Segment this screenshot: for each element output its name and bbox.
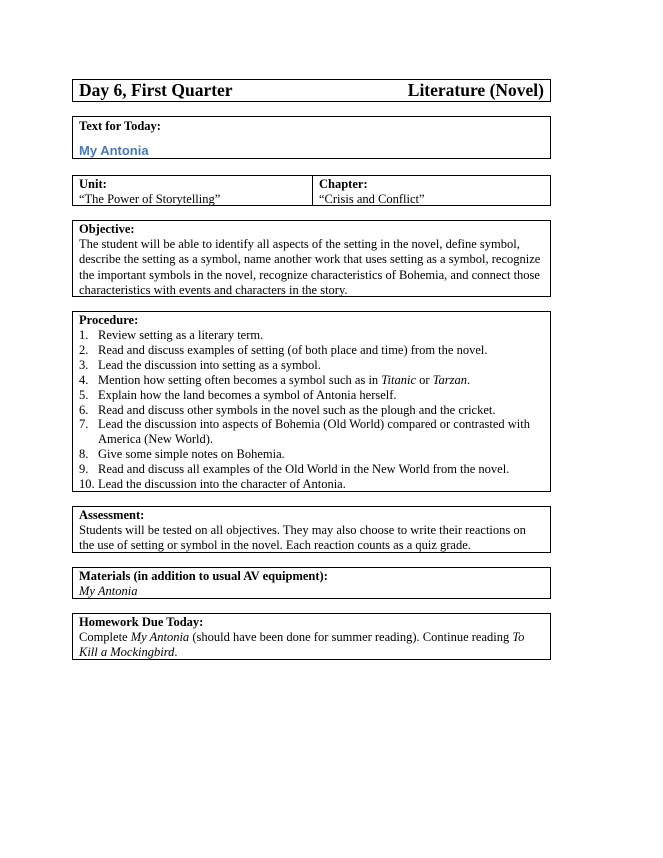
objective-box (72, 220, 551, 297)
mockingbird-title: To Kill a Mockingbird (79, 630, 525, 660)
chapter-value: “Crisis and Conflict” (319, 192, 425, 206)
chapter-label: Chapter: (319, 177, 368, 191)
materials-label: Materials (in addition to usual AV equipment): (79, 569, 328, 583)
day-quarter-title: Day 6, First Quarter (79, 80, 233, 100)
procedure-step: 1. Review setting as a literary term. (79, 328, 264, 342)
chapter-cell (313, 176, 431, 205)
procedure-step: 3. Lead the discussion into setting as a symbol. (79, 357, 321, 372)
homework-box (72, 613, 551, 660)
materials-box (72, 567, 551, 599)
procedure-step: 4. Mention how setting often becomes a symbol such as in Titanic or Tarzan. (79, 372, 471, 387)
procedure-step: 9. Read and discuss all examples of the Old World in the New World from the novel. (79, 462, 510, 477)
homework-label: Homework Due Today: (79, 615, 204, 629)
procedure-step: 6. Read and discuss other symbols in the novel such as the plough and the cricket. (79, 402, 496, 417)
tarzan-title: Tarzan (432, 372, 467, 387)
unit-cell (73, 176, 313, 205)
procedure-step: 10. Lead the discussion into the character of Antonia. (79, 477, 346, 492)
objective-label: Objective: (79, 222, 135, 236)
titanic-title: Titanic (381, 372, 417, 387)
unit-value: “The Power of Storytelling” (79, 192, 221, 206)
text-for-today-label: Text for Today: (79, 119, 161, 133)
subject-title: Literature (Novel) (407, 80, 544, 100)
lesson-header (72, 79, 551, 102)
unit-chapter-row (72, 175, 551, 206)
assessment-text: Students will be tested on all objectives. They may also choose to write their reactions on the use of setting or symbol in the novel. Each reaction counts as a quiz grade. (79, 523, 526, 553)
procedure-label: Procedure: (79, 313, 139, 327)
homework-text: Complete My Antonia (should have been done for summer reading). Continue reading To Kill a Mockingbird. (79, 630, 525, 660)
assessment-label: Assessment: (79, 508, 145, 522)
assessment-box (72, 506, 551, 553)
procedure-step: 5. Explain how the land becomes a symbol of Antonia herself. (79, 387, 397, 402)
unit-label: Unit: (79, 177, 107, 191)
objective-text: The student will be able to identify all aspects of the setting in the novel, define symbol, describe the setting as a symbol, name another work that uses setting as a symbol, recognize the important symbols in the novel, recognize characteristics of Bohemia, and connect those characteristics with events and characters in the story. (79, 237, 541, 298)
procedure-step: 7. Lead the discussion into aspects of Bohemia (Old World) compared or contrasted with America (New World). (79, 417, 530, 447)
novel-title: My Antonia (79, 143, 149, 158)
procedure-step: 2. Read and discuss examples of setting (of both place and time) from the novel. (79, 342, 488, 357)
materials-value: My Antonia (79, 584, 138, 598)
text-for-today-box (72, 116, 551, 159)
procedure-box (72, 311, 551, 492)
procedure-step: 8. Give some simple notes on Bohemia. (79, 447, 285, 462)
my-antonia-title: My Antonia (130, 630, 190, 644)
procedure-list (79, 328, 544, 492)
